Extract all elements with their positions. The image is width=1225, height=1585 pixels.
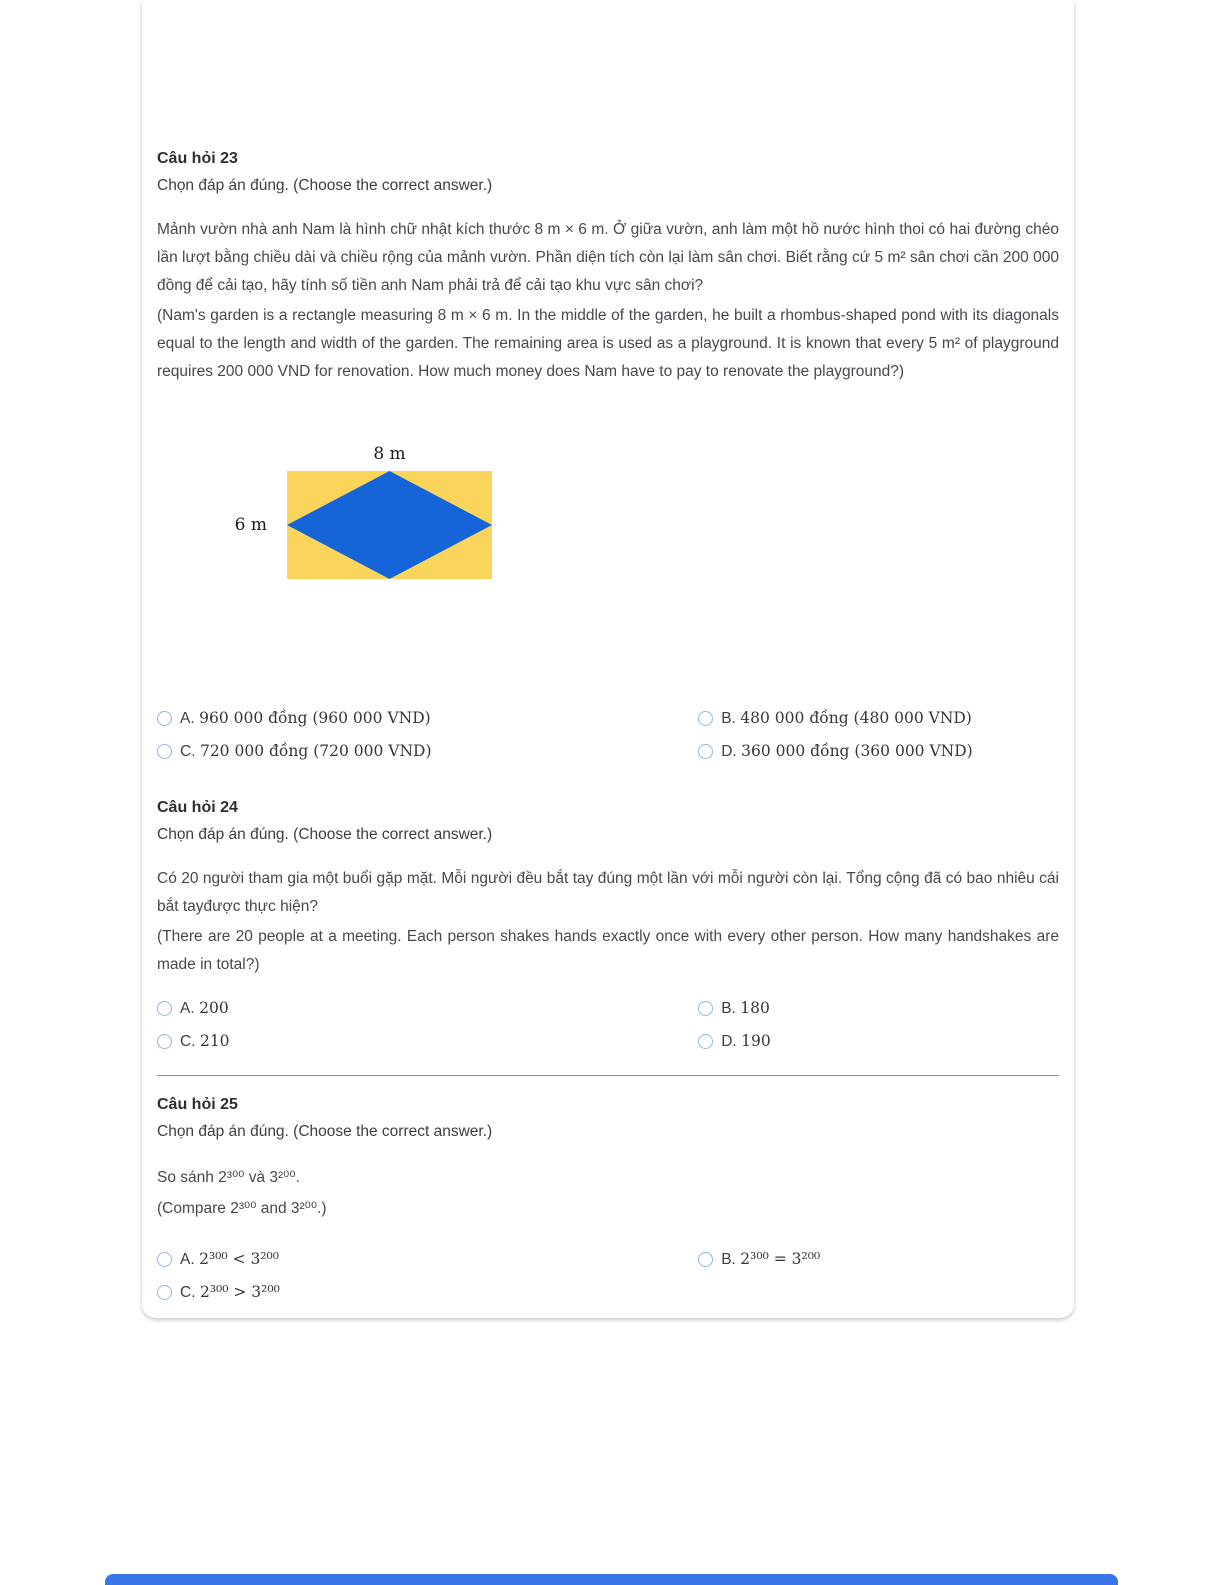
option-key: B. — [721, 710, 736, 727]
question-body-vietnamese: Có 20 người tham gia một buổi gặp mặt. Mỗi người đều bắt tay đúng một lần với mỗi người còn lại. Tổng cộng đã có bao nhiêu cái bắt tayđược thực hiện? — [157, 870, 1059, 915]
option-24-d[interactable] — [698, 1032, 1059, 1051]
option-24-b[interactable] — [698, 999, 1059, 1018]
option-24-c[interactable] — [157, 1032, 698, 1051]
options-group-25 — [157, 1250, 1059, 1302]
figure-diagram-wrap — [234, 471, 492, 579]
option-key: A. — [180, 1251, 195, 1268]
radio-icon[interactable] — [698, 1034, 713, 1049]
option-key: A. — [180, 710, 195, 727]
option-text: 180 — [740, 999, 770, 1017]
question-title: Câu hỏi 23 — [157, 150, 238, 167]
option-key: C. — [180, 1033, 196, 1050]
option-23-b[interactable] — [698, 709, 1059, 728]
question-instruction: Chọn đáp án đúng. (Choose the correct answer.) — [157, 826, 493, 843]
question-prompt — [157, 1162, 1059, 1224]
radio-icon[interactable] — [157, 711, 172, 726]
option-text: 210 — [199, 1032, 230, 1050]
option-key: C. — [180, 1284, 196, 1301]
option-25-a[interactable] — [157, 1250, 698, 1269]
figure-height-label: 6 m — [234, 515, 267, 535]
question-body-english: (There are 20 people at a meeting. Each person shakes hands exactly once with every other person. How many handshakes are made in total?) — [157, 928, 1059, 973]
options-group-24 — [157, 999, 1059, 1051]
radio-icon[interactable] — [698, 711, 713, 726]
radio-icon[interactable] — [157, 1001, 172, 1016]
radio-icon[interactable] — [698, 1252, 713, 1267]
option-key: D. — [721, 1033, 737, 1050]
radio-icon[interactable] — [157, 744, 172, 759]
question-title: Câu hỏi 25 — [157, 1096, 238, 1113]
question-25 — [157, 1096, 1059, 1302]
option-text: 480 000 đồng (480 000 VND) — [740, 709, 972, 727]
option-text: 720 000 đồng (720 000 VND) — [199, 742, 432, 760]
question-24 — [157, 799, 1059, 1051]
question-title: Câu hỏi 24 — [157, 799, 238, 816]
question-23 — [157, 150, 1059, 761]
option-text: 2³⁰⁰ < 3²⁰⁰ — [199, 1250, 279, 1268]
radio-icon[interactable] — [698, 744, 713, 759]
garden-figure — [234, 444, 492, 579]
option-text: 2³⁰⁰ = 3²⁰⁰ — [740, 1250, 821, 1268]
options-group-23 — [157, 709, 1059, 761]
option-24-a[interactable] — [157, 999, 698, 1018]
option-text: 360 000 đồng (360 000 VND) — [741, 742, 973, 760]
option-23-a[interactable] — [157, 709, 698, 728]
radio-icon[interactable] — [698, 1001, 713, 1016]
question-body-vietnamese: So sánh 2³⁰⁰ và 3²⁰⁰. — [157, 1169, 300, 1186]
radio-icon[interactable] — [157, 1034, 172, 1049]
option-text: 200 — [199, 999, 229, 1017]
question-card — [142, 0, 1074, 1318]
option-25-b[interactable] — [698, 1250, 1059, 1269]
garden-diagram — [287, 471, 492, 579]
question-body-vietnamese: Mảnh vườn nhà anh Nam là hình chữ nhật kích thước 8 m × 6 m. Ở giữa vườn, anh làm một hồ nước hình thoi có hai đường chéo lần lượt bằng chiều dài và chiều rộng của mảnh vườn. Phần diện tích còn lại làm sân chơi. Biết rằng cứ 5 m² sân chơi cần 200 000 đồng để cải tạo, hãy tính số tiền anh Nam phải trả để cải tạo khu vực sân chơi? — [157, 221, 1059, 294]
option-23-d[interactable] — [698, 742, 1059, 761]
radio-icon[interactable] — [157, 1252, 172, 1267]
radio-icon[interactable] — [157, 1285, 172, 1300]
option-key: B. — [721, 1251, 736, 1268]
option-25-c[interactable] — [157, 1283, 698, 1302]
question-instruction: Chọn đáp án đúng. (Choose the correct answer.) — [157, 1123, 493, 1140]
question-body-english: (Compare 2³⁰⁰ and 3²⁰⁰.) — [157, 1200, 327, 1217]
option-key: B. — [721, 1000, 736, 1017]
question-body-english: (Nam's garden is a rectangle measuring 8 m × 6 m. In the middle of the garden, he built a rhombus-shaped pond with its diagonals equal to the length and width of the garden. The remaining area is used as a playground. It is known that every 5 m² of playground requires 200 000 VND for renovation. How much money does Nam have to pay to renovate the playground?) — [157, 307, 1059, 380]
option-text: 960 000 đồng (960 000 VND) — [199, 709, 431, 727]
bottom-panel-bar — [105, 1574, 1118, 1585]
question-instruction: Chọn đáp án đúng. (Choose the correct answer.) — [157, 177, 493, 194]
option-text: 2³⁰⁰ > 3²⁰⁰ — [199, 1283, 280, 1301]
section-divider — [157, 1075, 1059, 1076]
figure-width-label: 8 m — [373, 444, 406, 464]
option-key: A. — [180, 1000, 195, 1017]
option-text: 190 — [741, 1032, 771, 1050]
option-23-c[interactable] — [157, 742, 698, 761]
option-key: C. — [180, 743, 196, 760]
option-key: D. — [721, 743, 737, 760]
